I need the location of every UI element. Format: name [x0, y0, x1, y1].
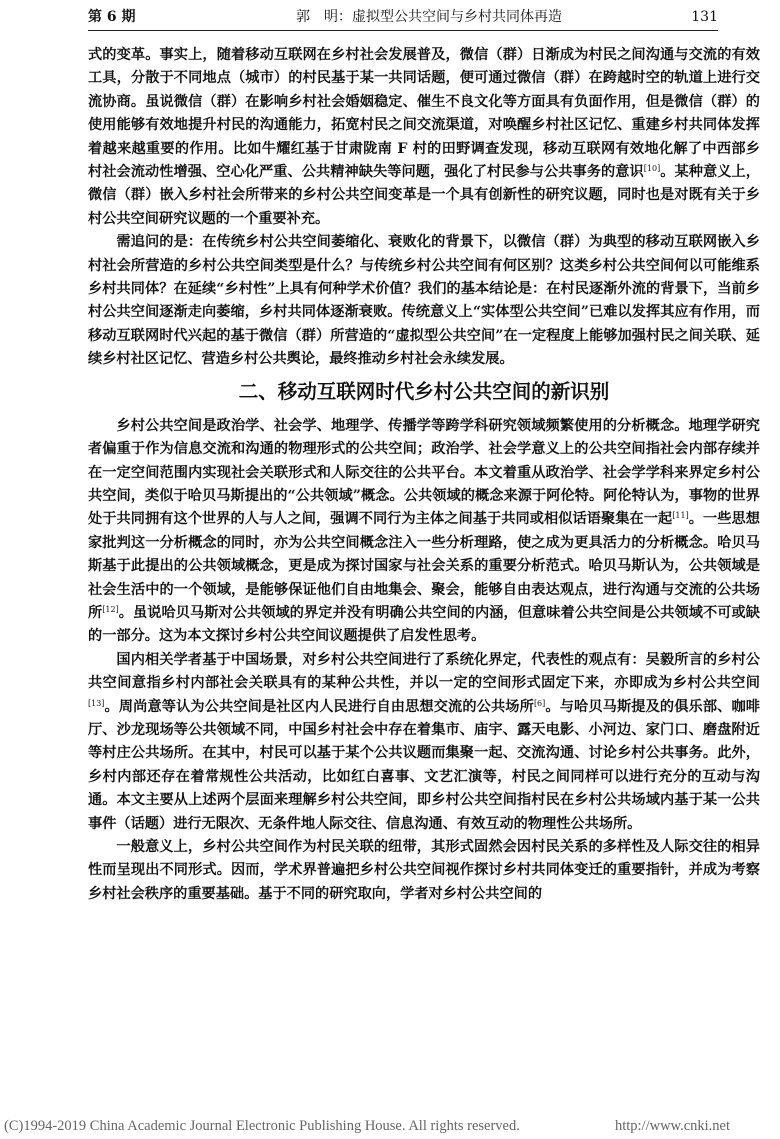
paragraph-text: 乡村公共空间是政治学、社会学、地理学、传播学等跨学科研究领域频繁使用的分析概念。地理学研究者偏重于作为信息交流和沟通的物理形式的公共空间；政治学、社会学意义上的公共空间指社会内部存续并在一定空间范围内实现社会关联形式和人际交往的公共平台。本文着重从政治学、社会学学科来界定乡村公共空间，类似于哈贝马斯提出的“公共领域”概念。公共领域的概念来源于阿伦特。阿伦特认为，事物的世界处于共同拥有这个世界的人与人之间，强调不同行为主体之间基于共同或相似话语聚集在一起 [88, 417, 760, 528]
citation-ref: [12] [102, 604, 119, 614]
paragraph-text: 。某种意义上，微信（群）嵌入乡村社会所带来的乡村公共空间变革是一个具有创新性的研究议题，同时也是对既有关于乡村公共空间研究议题的一个重要补充。 [88, 164, 760, 227]
copyright-notice: (C)1994-2019 China Academic Journal Electronic Publishing House. All rights reserved. [4, 1118, 520, 1134]
paragraph [88, 415, 760, 649]
citation-ref: [11] [672, 511, 689, 521]
citation-ref: [6] [533, 698, 546, 708]
running-title: 郭 明：虚拟型公共空间与乡村共同体再造 [296, 9, 562, 25]
paragraph-text: 。与哈贝马斯提及的俱乐部、咖啡厅、沙龙现场等公共领域不同，中国乡村社会中存在着集市、庙宇、露天电影、小河边、家门口、磨盘附近等村庄公共场所。在其中，村民可以基于某个公共议题而集聚一起、交流沟通、讨论乡村公共事务。此外，乡村内部还存在着常规性公共活动，比如红白喜事、文艺汇演等，村民之间同样可以进行充分的互动与沟通。本文主要从上述两个层面来理解乡村公共空间，即乡村公共空间指村民在乡村公共场域内基于某一公共事件（话题）进行无限次、无条件地人际交往、信息沟通、有效互动的物理性公共场所。 [88, 698, 760, 832]
paragraph [88, 649, 760, 836]
paragraph: 一般意义上，乡村公共空间作为村民关联的纽带，其形式固然会因村民关系的多样性及人际交往的相异性而呈现出不同形式。因而，学术界普遍把乡村公共空间视作探讨乡村共同体变迁的重要指针，并成为考察乡村社会秩序的重要基础。基于不同的研究取向，学者对乡村公共空间的 [88, 839, 760, 902]
citation-ref: [13] [88, 698, 105, 708]
paragraph: 需追问的是：在传统乡村公共空间萎缩化、衰败化的背景下，以微信（群）为典型的移动互联网嵌入乡村社会所营造的乡村公共空间类型是什么？与传统乡村公共空间有何区别？这类乡村公共空间何以可能维系乡村共同体？在延续“乡村性”上具有何种学术价值？我们的基本结论是：在村民逐渐外流的背景下，当前乡村公共空间逐渐走向萎缩，乡村共同体逐渐衰败。传统意义上“实体型公共空间”已难以发挥其应有作用，而移动互联网时代兴起的基于微信（群）所营造的“虚拟型公共空间”在一定程度上能够加强村民之间关联、延续乡村社区记忆、营造乡村公共舆论，最终推动乡村社会永续发展。 [88, 234, 760, 368]
header-rule [88, 30, 718, 31]
footer-url[interactable]: http://www.cnki.net [614, 1118, 730, 1134]
section-heading: 二、移动互联网时代乡村公共空间的新识别 [238, 379, 610, 403]
citation-ref: [10] [643, 164, 661, 174]
paragraph-text: 。周尚意等认为公共空间是社区内人民进行自由思想交流的公共场所 [104, 698, 534, 715]
issue-number: 第 6 期 [88, 9, 136, 25]
paragraph-text: 。虽说哈贝马斯对公共领域的界定并没有明确公共空间的内涵，但意味着公共空间是公共领域不可或缺的一部分。这为本文探讨乡村公共空间议题提供了启发性思考。 [88, 604, 760, 645]
page-header [88, 6, 718, 28]
page-number: 131 [691, 9, 718, 25]
paragraph-text: 式的变革。事实上，随着移动互联网在乡村社会发展普及，微信（群）日渐成为村民之间沟通与交流的有效工具，分散于不同地点（城市）的村民基于某一共同话题，便可通过微信（群）在跨越时空的轨道上进行交流协商。虽说微信（群）在影响乡村社会婚姻稳定、催生不良文化等方面具有负面作用，但是微信（群）的使用能够有效地提升村民的沟通能力，拓宽村民之间交流渠道，对唤醒乡村社区记忆、重建乡村共同体发挥着越来越重要的作用。比如牛耀红基于甘肃陇南 F 村的田野调查发现，移动互联网有效地化解了中西部乡村社会流动性增强、空心化严重、公共精神缺失等问题，强化了村民参与公共事务的意识 [88, 47, 760, 181]
paragraph-text: 国内相关学者基于中国场景，对乡村公共空间进行了系统化界定，代表性的观点有：吴毅所言的乡村公共空间意指乡村内部社会关联具有的某种公共性，并以一定的空间形式固定下来，亦即成为乡村公共空间 [88, 651, 760, 692]
page-footer [0, 1116, 742, 1136]
paragraph-text: 。一些思想家批判这一分析概念的同时，亦为公共空间概念注入一些分析理路，使之成为更具活力的分析概念。哈贝马斯基于此提出的公共领域概念，更是成为探讨国家与社会关系的重要分析范式。哈贝马斯认为，公共领域是社会生活中的一个领域，是能够保证他们自由地集会、聚会，能够自由表达观点，进行沟通与交流的公共场所 [88, 511, 760, 621]
article-body [88, 44, 760, 906]
paragraph [88, 44, 760, 231]
